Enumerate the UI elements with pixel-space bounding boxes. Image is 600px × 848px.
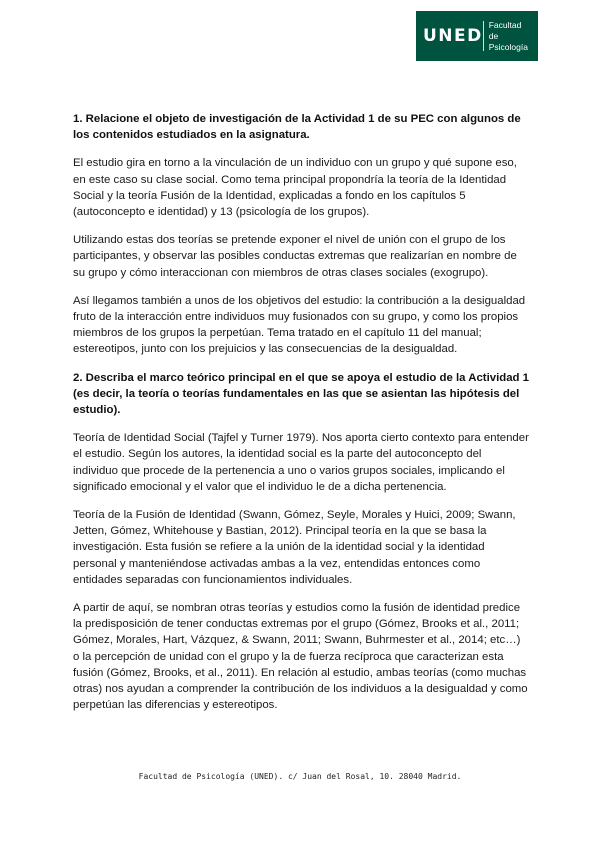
- question-2: 2. Describa el marco teórico principal en el que se apoya el estudio de la Actividad 1 (es decir, la teoría o teorías fundamentales en las que se asientan las hipótesis del estudio).: [73, 371, 529, 417]
- answer-1-paragraph-1: El estudio gira en torno a la vinculación de un individuo con un grupo y qué supone eso, en este caso su clase social. Como tema principal propondría la teoría de la Identidad Social y la teoría Fusión de la Identidad, explicadas a fondo en los capítulos 5 (autoconcepto e identidad) y 13 (psicología de los grupos).: [73, 157, 517, 219]
- answer-1-paragraph-2: Utilizando estas dos teorías se pretende exponer el nivel de unión con el grupo de los participantes, y observar las posibles conductas extremas que realizarían en nombre de su grupo y cómo interaccionan con miembros de otras clases sociales (exogrupo).: [73, 234, 517, 279]
- answer-2-paragraph-1: Teoría de Identidad Social (Tajfel y Turner 1979). Nos aporta cierto contexto para entender el estudio. Según los autores, la identidad social es la parte del autoconcepto del individuo que procede de la pertenencia a uno o varios grupos sociales, implicando el significado emocional y el valor que el individuo le de a dicha pertenencia.: [73, 432, 529, 493]
- logo-line-1: Facultad: [488, 19, 522, 30]
- logo-divider: [483, 21, 484, 51]
- logo-line-2: de Psicología: [488, 30, 528, 52]
- page-footer: Facultad de Psicología (UNED). c/ Juan del Rosal, 10. 28040 Madrid.: [138, 772, 462, 781]
- uned-logo: [416, 11, 538, 61]
- logo-text: [489, 20, 538, 53]
- document-body: [73, 111, 529, 726]
- answer-2-paragraph-3: A partir de aquí, se nombran otras teorías y estudios como la fusión de identidad predice la predisposición de tener conductas extremas por el grupo (Gómez, Brooks et al., 2011; Gómez, Morales, Hart, Vázquez, & Swann, 2011; Swann, Buhrmester et al., 2014; etc…) o la percepción de unidad con el grupo y la de fuerza recíproca que caracterizan esta fusión (Gómez, Brooks, et al., 2011). En relación al estudio, ambas teorías (como muchas otras) nos ayudan a comprender la contribución de los individuos a la desigualdad y como perpetúan las diferencias y estereotipos.: [73, 602, 528, 712]
- answer-1-paragraph-3: Así llegamos también a unos de los objetivos del estudio: la contribución a la desigualdad fruto de la interacción entre individuos muy fusionados con su grupo, y como los propios miembros de los grupos la perpetúan. Tema tratado en el capítulo 11 del manual; estereotipos, junto con los prejuicios y las consecuencias de la desigualdad.: [73, 294, 526, 356]
- logo-mark: UNED: [423, 26, 483, 46]
- answer-2-paragraph-2: Teoría de la Fusión de Identidad (Swann, Gómez, Seyle, Morales y Huici, 2009; Swann, Jetten, Gómez, Whitehouse y Bastian, 2012). Principal teoría en la que se basa la investigación. Esta fusión se refiere a la unión de la identidad social y la identidad personal y manteniéndose activadas ambas a la vez, entendidas entonces como entidades separadas con funcionamientos individuales.: [73, 509, 516, 586]
- question-1: 1. Relacione el objeto de investigación de la Actividad 1 de su PEC con algunos de los contenidos estudiados en la asignatura.: [73, 113, 521, 142]
